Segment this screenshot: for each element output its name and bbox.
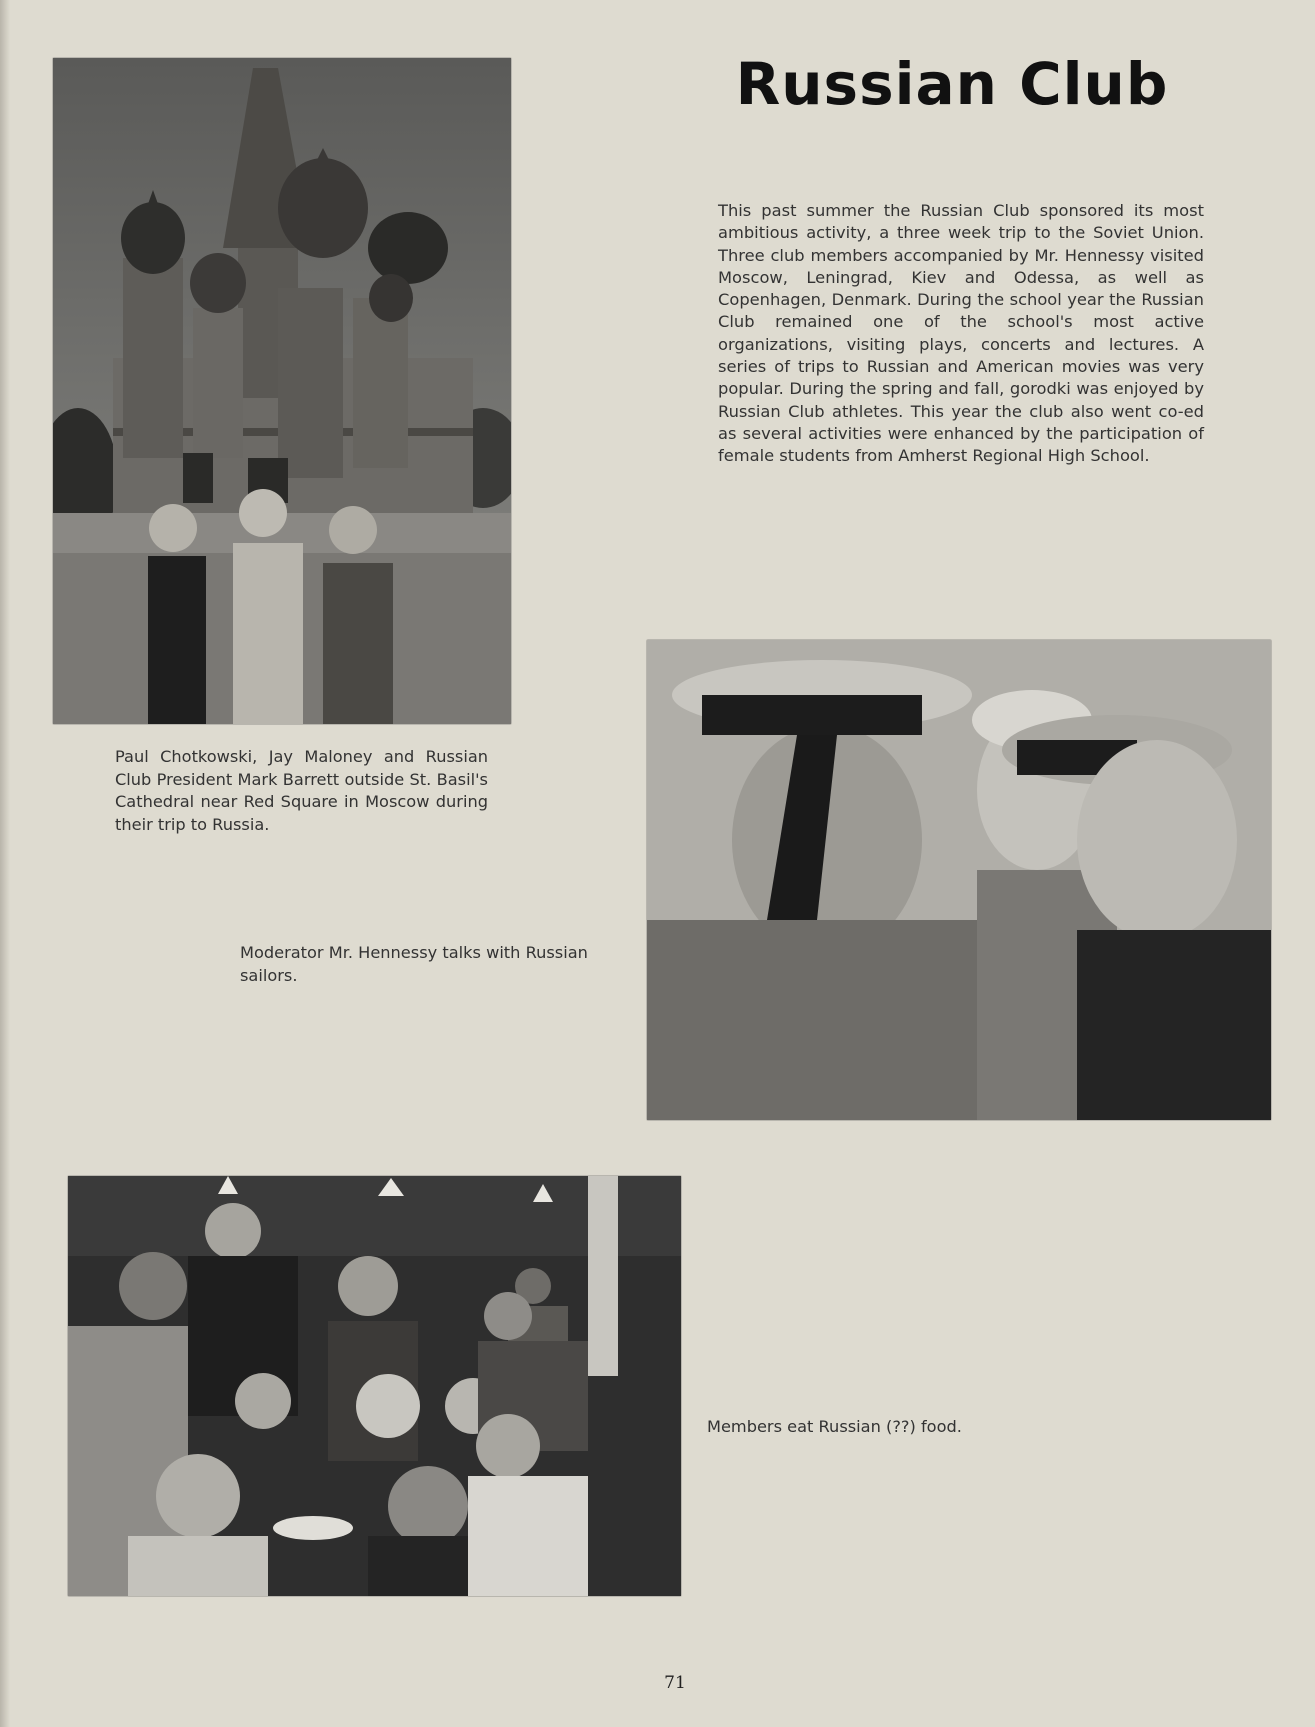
sailors-photo-caption: Moderator Mr. Hennessy talks with Russian sailors. — [240, 943, 588, 985]
students-eating-photo-caption: Members eat Russian (??) food. — [707, 1417, 962, 1436]
cathedral-photo-caption: Paul Chotkowski, Jay Maloney and Russian Club President Mark Barrett outside St. Basil's Cathedral near Red Square in Moscow during their trip to Russia. — [115, 747, 488, 834]
page-title: Russian Club — [735, 50, 1169, 118]
article-body-text: This past summer the Russian Club sponsored its most ambitious activity, a three week trip to the Soviet Union. Three club members accompanied by Mr. Hennessy visited Moscow, Leningrad, Kiev and Odessa, as well as Copenhagen, Denmark. During the school year the Russian Club remained one of the school's most active organizations, visiting plays, concerts and lectures. A series of trips to Russian and American movies was very popular. During the spring and fall, gorodki was enjoyed by Russian Club athletes. This year the club also went co-ed as several activities were enhanced by the participation of female students from Amherst Regional High School. — [718, 201, 1204, 466]
students-eating-photo — [68, 1176, 681, 1596]
page-edge — [0, 0, 10, 1727]
page-number: 71 — [664, 1673, 686, 1693]
sailors-photo — [647, 640, 1271, 1120]
cathedral-photo — [53, 58, 511, 724]
